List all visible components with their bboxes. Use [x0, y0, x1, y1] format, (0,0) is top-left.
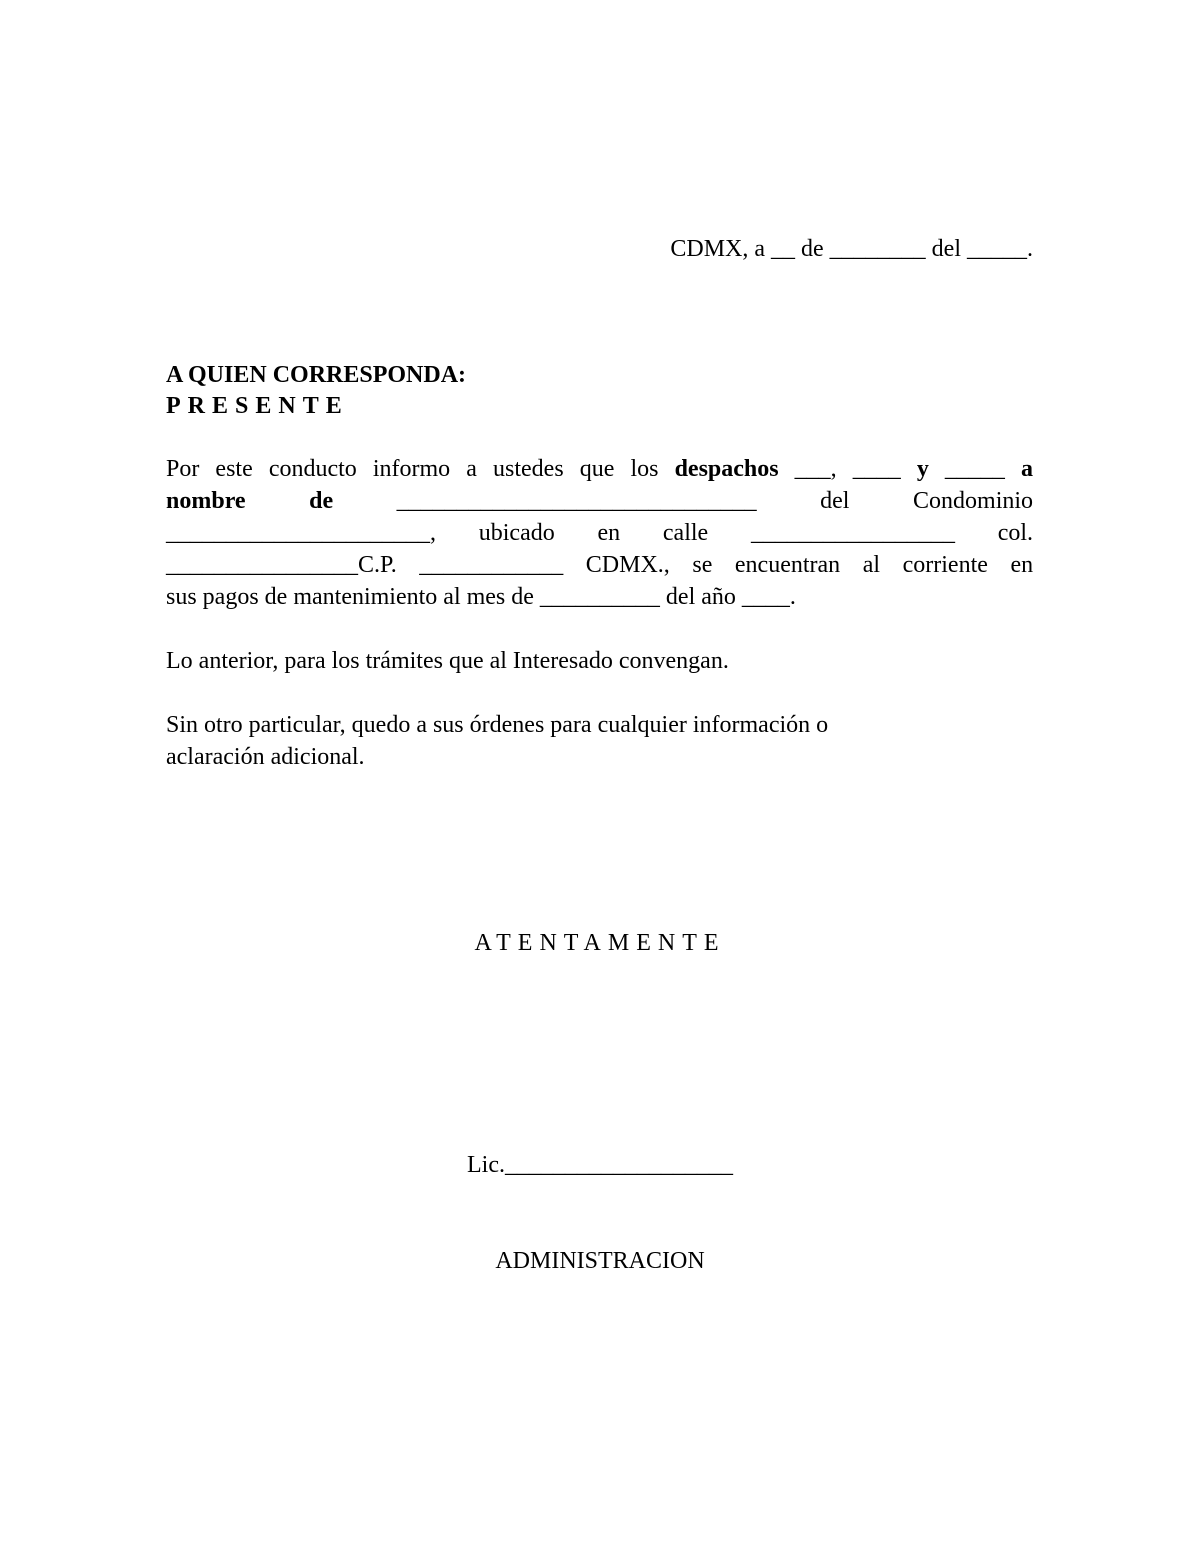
body-bold-text: y [916, 456, 929, 482]
body-paragraph-3-line-1: Sin otro particular, quedo a sus órdenes para cualquier información o [166, 712, 829, 738]
body-bold-text: a [1021, 456, 1034, 482]
body-text: del [820, 488, 850, 514]
body-line-2 [166, 485, 1033, 517]
blank-field: _________________ [750, 520, 955, 546]
signature-line: Lic.___________________ [467, 1152, 733, 1178]
body-line-5: sus pagos de mantenimiento al mes de __________ del año ____. [166, 584, 796, 610]
body-text: ___, ____ [778, 456, 917, 482]
signature-title: ADMINISTRACION [495, 1248, 705, 1274]
body-line-4 [166, 549, 1033, 581]
signature-block [0, 1085, 1200, 1341]
date-line: CDMX, a __ de ________ del _____. [670, 236, 1033, 262]
body-text: _____ [928, 456, 1022, 482]
paragraph-spacer [166, 613, 1033, 645]
body-text: al [862, 552, 881, 578]
presente-heading: PRESENTE [166, 393, 349, 419]
body-paragraph-2: Lo anterior, para los trámites que al Interesado convengan. [166, 648, 729, 674]
body-text: en [1010, 552, 1034, 578]
body-text: Por este conducto informo a ustedes que los [166, 456, 675, 482]
body-paragraph-3-line-2: aclaración adicional. [166, 744, 365, 770]
body-text: se [692, 552, 713, 578]
recipient-block [166, 360, 466, 422]
letter-body [166, 453, 1033, 773]
body-text: Condominio [913, 488, 1034, 514]
body-bold-text: de [309, 488, 334, 514]
body-text: en [597, 520, 621, 546]
blank-field: ________________C.P. [166, 552, 397, 578]
body-line-3 [166, 517, 1033, 549]
body-paragraph-1 [166, 453, 1033, 613]
body-text: encuentran [734, 552, 841, 578]
closing-salutation: ATENTAMENTE [474, 930, 726, 956]
body-text: CDMX., [585, 552, 670, 578]
blank-field: ______________________, [166, 520, 436, 546]
body-text: col. [997, 520, 1034, 546]
body-line-1 [166, 453, 1033, 485]
recipient-heading: A QUIEN CORRESPONDA: [166, 362, 467, 388]
body-text: calle [662, 520, 709, 546]
blank-field: ____________ [419, 552, 564, 578]
body-text: corriente [902, 552, 988, 578]
paragraph-spacer [166, 677, 1033, 709]
body-bold-text: despachos [674, 456, 779, 482]
blank-field: ______________________________ [396, 488, 757, 514]
body-bold-text: nombre [166, 488, 246, 514]
body-text: ubicado [478, 520, 555, 546]
body-paragraph-3 [166, 709, 1033, 773]
